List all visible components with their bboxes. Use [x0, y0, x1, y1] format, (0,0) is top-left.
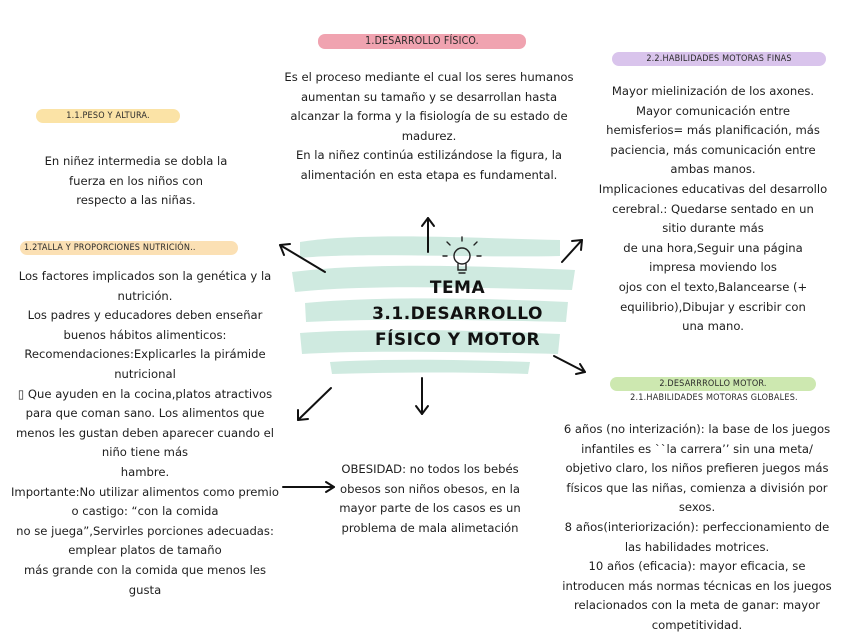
motoras-finas-title: 2.2.HABILIDADES MOTORAS FINAS [646, 54, 792, 64]
text-line: hemisferios= más planificación, más [606, 123, 820, 138]
text-line: introducen más normas técnicas en los juegos [562, 578, 832, 593]
text-line: OBESIDAD: no todos los bebés [341, 462, 519, 476]
motoras-globales-subtitle-wrap [604, 391, 824, 405]
text-line: Mayor mielinización de los axones. [611, 84, 815, 98]
text-line: niño tiene más [101, 445, 189, 460]
text-line: fuerza en los niños con [69, 173, 203, 188]
text-line: respecto a las niñas. [76, 193, 196, 208]
text-line: 10 años (eficacia): mayor eficacia, se [588, 559, 806, 574]
text-line: físicos que las niñas, comienza a división por [566, 480, 828, 495]
text-line: una mano. [682, 319, 744, 334]
text-line: más grande con la comida que menos les [23, 562, 267, 577]
text-line: buenos hábitos alimenticos: [63, 327, 227, 342]
desarrollo-fisico-title: 1.DESARROLLO FÍSICO. [365, 35, 479, 47]
text-line: menos les gustan deben aparecer cuando el [16, 425, 274, 440]
obesidad-text [328, 460, 532, 538]
text-line: cerebral.: Quedarse sentado en un [612, 201, 814, 216]
text-line: Es el proceso mediante el cual los seres humanos [284, 70, 574, 84]
peso-altura-title: 1.1.PESO Y ALTURA. [66, 111, 150, 121]
text-line: sitio durante más [662, 221, 764, 236]
text-line: aumentan su tamaño y se desarrollan hasta [300, 89, 558, 104]
text-line: emplear platos de tamaño [68, 543, 222, 558]
text-line: impresa moviendo los [649, 260, 777, 275]
text-line: obesos son niños obesos, en la [340, 481, 520, 496]
arrow-up-right [562, 240, 582, 262]
center-title-line3: FÍSICO Y MOTOR [374, 330, 541, 350]
text-line: Los factores implicados son la genética y la [18, 269, 272, 283]
text-line: ▯ Que ayuden en la cocina,platos atractivos [17, 386, 273, 401]
text-line: alimentación en esta etapa es fundamental. [300, 167, 558, 182]
desarrollo-motor-title: 2.DESARRROLLO MOTOR. [659, 379, 767, 389]
arrow-down-right [554, 356, 585, 374]
text-line: relacionados con la meta de ganar: mayor [574, 598, 820, 613]
arrow-down-left [298, 388, 331, 420]
text-line: no se juega”,Servirles porciones adecuadas: [16, 523, 274, 538]
talla-proporciones-title: 1.2TALLA Y PROPORCIONES NUTRICIÓN.. [24, 243, 196, 253]
text-line: objetivo claro, los niños prefieren juegos más [565, 461, 829, 476]
text-line: Importante:No utilizar alimentos como premio [10, 484, 279, 499]
desarrollo-motor-tag [610, 377, 816, 391]
peso-altura-tag [36, 109, 180, 123]
motoras-finas-text [584, 82, 842, 337]
text-line: madurez. [401, 128, 457, 143]
text-line: hambre. [120, 464, 170, 479]
center-title-line1: TEMA [429, 278, 486, 298]
text-line: las habilidades motrices. [624, 539, 770, 554]
talla-proporciones-tag [20, 241, 238, 255]
arrow-down [416, 378, 428, 414]
text-line: nutrición. [117, 288, 173, 303]
text-line: gusta [128, 582, 162, 597]
text-line: paciencia, más comunicación entre [610, 142, 816, 157]
text-line: alcanzar la forma y la fisiología de su estado de [290, 109, 568, 124]
talla-proporciones-text [0, 267, 290, 600]
text-line: equilibrio),Dibujar y escribir con [620, 299, 806, 314]
motoras-globales-subtitle: 2.1.HABILIDADES MOTORAS GLOBALES. [630, 393, 798, 403]
desarrollo-fisico-text [276, 68, 582, 186]
text-line: Implicaciones educativas del desarrollo [598, 181, 828, 196]
peso-altura-text [18, 152, 254, 211]
text-line: ojos con el texto,Balancearse (+ [618, 279, 808, 294]
text-line: nutricional [114, 366, 176, 381]
text-line: de una hora,Seguir una página [623, 240, 803, 255]
text-line: mayor parte de los casos es un [339, 501, 521, 516]
motoras-globales-text [548, 420, 846, 636]
text-line: En niñez intermedia se dobla la [44, 154, 228, 168]
text-line: o castigo: “con la comida [71, 504, 219, 519]
text-line: problema de mala alimetación [341, 520, 519, 535]
text-line: Recomendaciones:Explicarles la pirámide [24, 347, 266, 362]
center-title [345, 275, 570, 353]
motoras-finas-tag [612, 52, 826, 66]
desarrollo-fisico-tag [318, 34, 526, 49]
center-title-line2: 3.1.DESARROLLO [372, 304, 543, 324]
text-line: infantiles es ``la carrera’’ sin una meta/ [581, 441, 813, 456]
text-line: Los padres y educadores deben enseñar [27, 308, 263, 323]
text-line: sexos. [678, 500, 716, 515]
text-line: competitividad. [651, 617, 743, 632]
text-line: para que coman sano. Los alimentos que [25, 406, 265, 421]
text-line: ambas manos. [670, 162, 756, 177]
text-line: 6 años (no interización): la base de los juegos [563, 422, 831, 436]
text-line: En la niñez continúa estilizándose la figura, la [295, 148, 563, 163]
arrow-right-obesidad [283, 482, 334, 492]
text-line: Mayor comunicación entre [635, 103, 791, 118]
text-line: 8 años(interiorización): perfeccionamiento de [564, 519, 830, 534]
